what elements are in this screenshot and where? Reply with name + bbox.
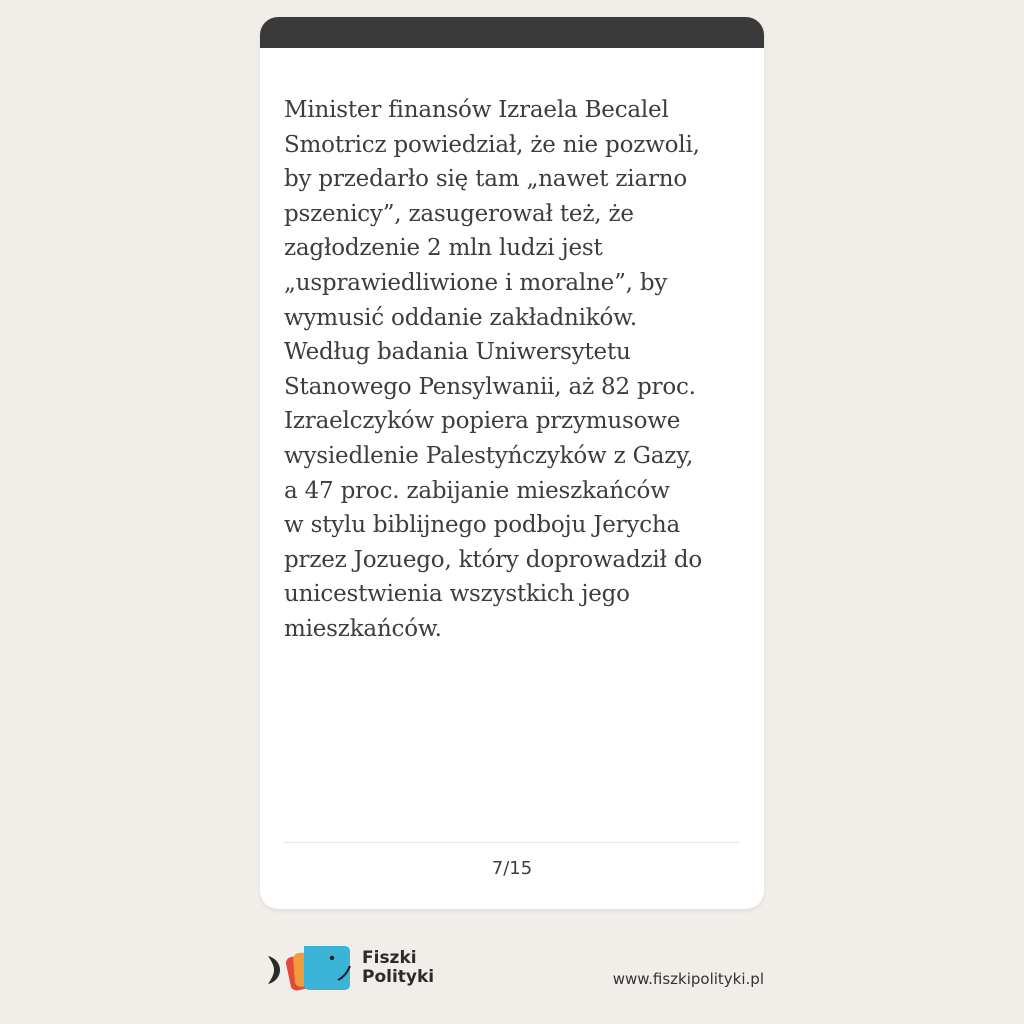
flashcard bbox=[260, 17, 764, 909]
card-top-bar bbox=[260, 17, 764, 48]
card-body-text: Minister finansów Izraela Becalel Smotricz powiedział, że nie pozwoli, by przedarło się tam „nawet ziarno pszenicy”, zasugerował też, że zagłodzenie 2 mln ludzi jest „usprawiedliwione i moralne”, by wymusić oddanie zakładników. Według badania Uniwersytetu Stanowego Pensylwanii, aż 82 proc. Izraelczyków popiera przymusowe wysiedlenie Palestyńczyków z Gazy, a 47 proc. zabijanie mieszkańców w stylu biblijnego podboju Jerycha przez Jozuego, który doprowadził do unicestwienia wszystkich jego mieszkańców. bbox=[284, 97, 703, 642]
card-divider bbox=[283, 842, 740, 843]
brand-name-line1: Fiszki bbox=[362, 948, 417, 968]
brand-name bbox=[362, 949, 434, 987]
website-url[interactable]: www.fiszkipolityki.pl bbox=[612, 970, 764, 988]
fiszki-logo-icon bbox=[266, 940, 356, 1000]
brand-name-line2: Polityki bbox=[362, 967, 435, 987]
page-counter: 7/15 bbox=[491, 858, 533, 879]
brand-logo bbox=[266, 940, 446, 1000]
